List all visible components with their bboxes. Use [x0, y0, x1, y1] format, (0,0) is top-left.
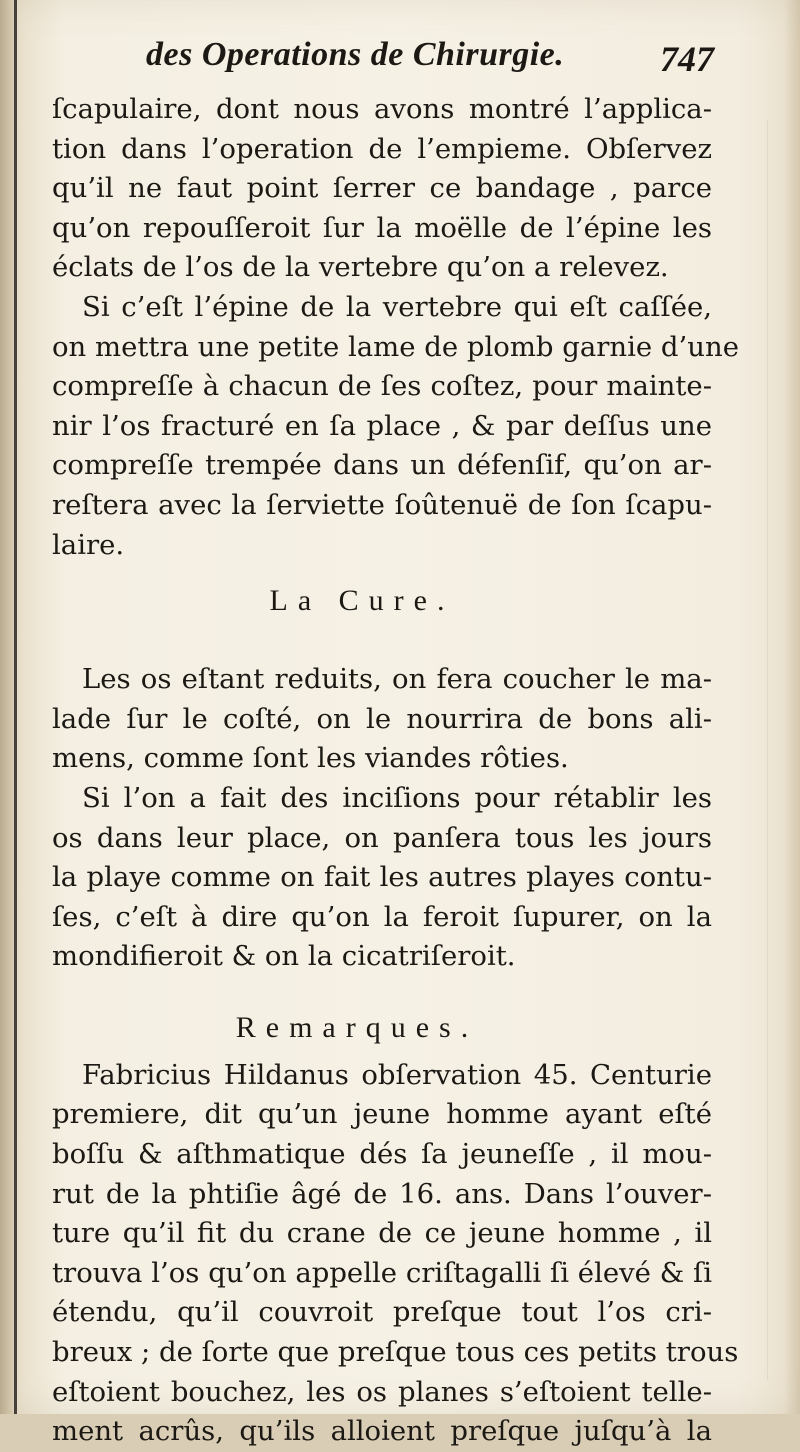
text-line: Si l’on a fait des inciſions pour rétablir les [82, 781, 712, 814]
text-line: Les os eſtant reduits, on fera coucher le ma- [82, 663, 712, 696]
text-line: ſcapulaire, dont nous avons montré l’applica- [52, 93, 712, 125]
paragraph-2 [52, 288, 739, 565]
text-line: étendu, qu’il couvroit preſque tout l’os cri- [52, 1296, 712, 1329]
text-line: Si c’eſt l’épine de la vertebre qui eſt caſſée, [82, 290, 712, 323]
text-line: trouva l’os qu’on appelle criſtagalli ſi élevé & ſi [52, 1256, 712, 1289]
text-line: la playe comme on fait les autres playes contu- [52, 861, 712, 894]
paragraph-3 [52, 660, 712, 779]
running-head-title: des Operations de Chirurgie. [146, 36, 565, 73]
text-line: Fabricius Hildanus obſervation 45. Centurie [82, 1058, 712, 1091]
text-line: ture qu’il fit du crane de ce jeune homme , il [52, 1217, 712, 1250]
text-line: on mettra une petite lame de plomb garnie d’une [52, 330, 739, 363]
text-line: compreſſe trempée dans un défenſif, qu’on ar- [52, 449, 712, 482]
section-heading-cure: La Cure. [269, 584, 455, 618]
text-line: eſtoient bouchez, les os planes s’eſtoient telle- [52, 1375, 712, 1408]
section-heading-remarques: Remarques. [235, 1010, 479, 1044]
text-block [52, 30, 739, 1452]
text-line: reſtera avec la ſerviette ſoûtenuë de ſon ſcapu- [52, 488, 712, 521]
text-line: tion dans l’operation de l’empieme. Obſervez [52, 132, 712, 165]
text-line: boſſu & aſthmatique dés ſa jeuneſſe , il mou- [52, 1138, 712, 1171]
text-line: breux ; de ſorte que preſque tous ces petits trous [52, 1336, 739, 1369]
text-line: ment acrûs, qu’ils alloient preſque juſqu’à la [52, 1415, 712, 1448]
text-line: compreſſe à chacun de ſes coſtez, pour mainte- [52, 370, 712, 403]
page-number: 747 [660, 39, 714, 79]
binding-edge [14, 0, 17, 1414]
text-line: mondifieroit & on la cicatriſeroit. [52, 940, 516, 973]
text-line: premiere, dit qu’un jeune homme ayant eſté [52, 1098, 712, 1131]
text-line: laire. [52, 528, 125, 561]
paragraph-4 [52, 779, 712, 977]
text-line: nir l’os fracturé en ſa place , & par deſſus une [52, 409, 712, 442]
text-line: qu’il ne faut point ſerrer ce bandage , parce [52, 172, 712, 205]
running-head [52, 30, 712, 90]
page-edge-shadow [784, 0, 800, 1414]
text-line: rut de la phtiſie âgé de 16. ans. Dans l’ouver- [52, 1177, 712, 1210]
text-line: éclats de l’os de la vertebre qu’on a relevez. [52, 251, 669, 284]
paper-crease [767, 120, 768, 1380]
gutter-shadow [0, 0, 14, 1414]
paragraph-1 [52, 90, 712, 288]
text-line: ſes, c’eſt à dire qu’on la feroit ſupurer, on la [52, 900, 712, 933]
paragraph-5 [52, 1056, 739, 1452]
text-line: os dans leur place, on panſera tous les jours [52, 821, 712, 854]
text-line: lade ſur le coſté, on le nourrira de bons ali- [52, 702, 712, 735]
text-line: qu’on repouſſeroit ſur la moëlle de l’épine les [52, 211, 712, 244]
text-line: mens, comme ſont les viandes rôties. [52, 742, 569, 775]
